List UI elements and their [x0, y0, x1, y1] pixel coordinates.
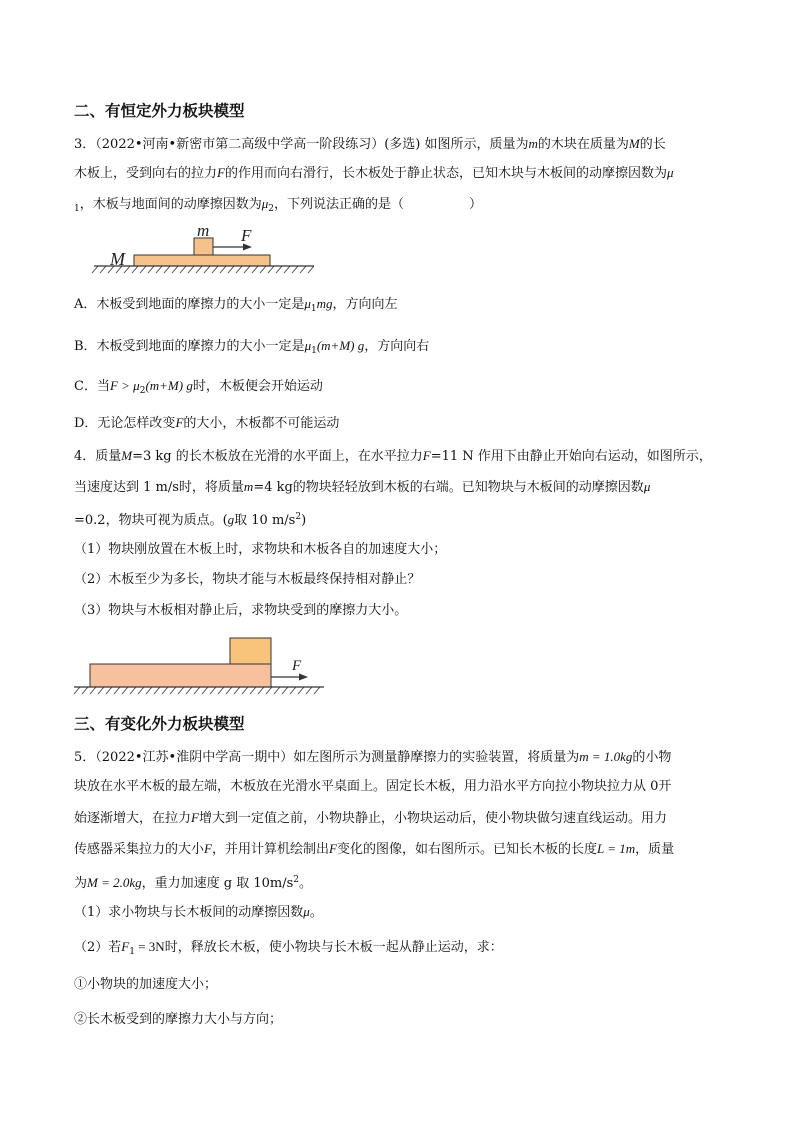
- q5-text: （2）若: [74, 940, 122, 955]
- q5-var-F1: F: [121, 939, 130, 954]
- q3-option-b-text: B．木板受到地面的摩擦力的大小一定是: [74, 339, 305, 354]
- q5-text: 。: [299, 876, 313, 891]
- q3-var-mu: μ: [666, 165, 674, 180]
- q3-text: 的作用而向右滑行，长木板处于静止状态，已知木块与木板间的动摩擦因数为: [224, 166, 667, 181]
- q3-option-d-F: F: [175, 415, 184, 430]
- q3-figure-hatching: [92, 266, 314, 273]
- q4-text: =0.2，物块可视为质点。(: [74, 513, 228, 528]
- q5-math-eq: = 3N: [134, 939, 165, 954]
- q3-option-b-math: (m+M) g: [316, 338, 365, 353]
- q4-line-1: [74, 446, 712, 467]
- q4-text: =4 kg的物块轻轻放到木板的右端。已知物块与木板间的动摩擦因数: [253, 480, 644, 495]
- q3-option-d-text: 的大小，木板都不可能运动: [183, 416, 340, 431]
- q5-math-m: m = 1.0kg: [579, 749, 633, 764]
- q4-figure: [70, 632, 330, 700]
- q5-text: 增大到一定值之前，小物块静止，小物块运动后，使小物块做匀速直线运动。用力: [198, 811, 667, 826]
- q3-figure: [90, 222, 320, 278]
- q3-text: 木板上，受到向右的拉力: [74, 166, 218, 181]
- q3-figure-label-F: F: [241, 226, 252, 245]
- q3-option-c-text: C．当: [74, 379, 110, 394]
- q3-option-a-text: ，方向向左: [332, 297, 398, 312]
- q4-figure-hatching: [74, 687, 320, 694]
- q4-line-2: [74, 477, 650, 498]
- q4-text: 取 10 m/s: [234, 513, 296, 528]
- q3-var-mu2: μ: [261, 196, 269, 211]
- q3-option-b-mu: μ: [304, 338, 312, 353]
- q5-var-mu: μ: [303, 904, 310, 919]
- q4-figure-block: [230, 638, 271, 664]
- q5-sup: 2: [293, 875, 300, 885]
- q5-sub-part-2: ②长木板受到的摩擦力大小与方向；: [74, 1012, 283, 1027]
- q5-text: ，并用计算机绘制出: [211, 842, 329, 857]
- q3-option-b: [74, 336, 429, 361]
- q4-text: ): [301, 513, 307, 528]
- q3-option-b-text: ，方向向右: [364, 339, 430, 354]
- q3-option-a-sub: 1: [310, 304, 317, 314]
- q5-text: ，重力加速度 g 取 10m/s: [141, 876, 294, 891]
- q5-text: 时，释放长木板，使小物块与长木板一起从静止运动，求：: [164, 940, 503, 955]
- q4-text: 4．质量: [74, 449, 122, 464]
- q4-text: 当速度达到 1 m/s时，将质量: [74, 480, 244, 495]
- q4-part-1: （1）物块刚放置在木板上时，求物块和木板各自的加速度大小；: [74, 542, 447, 557]
- q5-math-M: M = 2.0kg: [87, 875, 142, 890]
- q3-figure-label-M: M: [110, 249, 125, 269]
- q5-line-1: [74, 747, 671, 768]
- q5-text: 。: [309, 905, 323, 920]
- q4-text: =11 N 作用下由静止开始向右运动，如图所示，: [430, 449, 712, 464]
- q4-figure-arrowhead: [299, 674, 308, 681]
- q3-sub-1: 1: [74, 204, 80, 214]
- q3-option-d: [74, 413, 339, 434]
- q3-option-c-math: F > μ: [109, 378, 140, 393]
- q4-figure-label-F: F: [292, 658, 302, 674]
- q4-var-m: m: [243, 479, 254, 494]
- q3-option-c-text: 时，木板便会开始运动: [192, 379, 323, 394]
- section-two-title: 二、有恒定外力板块模型: [74, 102, 245, 120]
- q3-option-b-sub: 1: [311, 346, 317, 356]
- q3-text: ，木板与地面间的动摩擦因数为: [79, 197, 262, 212]
- q5-var-F: F: [328, 841, 337, 856]
- q3-text: ，下列说法正确的是（ ）: [274, 197, 483, 212]
- q5-text: ，质量: [635, 842, 675, 857]
- q3-option-c-math: (m+M) g: [145, 378, 193, 393]
- q3-figure-board: [134, 255, 270, 266]
- q5-text: （1）求小物块与长木板间的动摩擦因数: [74, 905, 304, 920]
- q5-text: 为: [74, 876, 88, 891]
- q3-figure-label-m: m: [197, 222, 210, 240]
- q5-math-L: L = 1m: [596, 841, 636, 856]
- q3-option-a-text: A．木板受到地面的摩擦力的大小一定是: [74, 297, 305, 312]
- q4-var-M: M: [121, 448, 133, 463]
- q3-option-a-math: mg: [316, 296, 333, 311]
- q3-var-M: M: [628, 136, 640, 151]
- q4-var-mu: μ: [643, 479, 651, 494]
- q3-option-d-text: D．无论怎样改变: [74, 416, 176, 431]
- q3-var-m: m: [528, 136, 538, 151]
- q4-var-F: F: [422, 448, 431, 463]
- q3-line-3: [74, 194, 482, 219]
- q3-var-F: F: [217, 165, 225, 180]
- q3-sub-2: 2: [268, 204, 275, 214]
- q5-text: 5．（2022•江苏•淮阴中学高一期中）如左图所示为测量静摩擦力的实验装置，将质量为: [74, 750, 580, 765]
- q3-line-1: [74, 134, 666, 155]
- q5-line-5: [74, 870, 312, 894]
- q5-line-3: [74, 808, 667, 829]
- q3-text: 的长: [639, 137, 666, 152]
- q5-line-2: 块放在水平木板的最左端，木板放在光滑水平桌面上。固定长木板，用力沿水平方向拉小物块拉力从 0开: [74, 779, 672, 794]
- q5-text: 传感器采集拉力的大小: [74, 842, 205, 857]
- q5-line-4: [74, 839, 674, 860]
- q3-text: 3．（2022•河南•新密市第二高级中学高一阶段练习）(多选) 如图所示，质量为: [74, 137, 529, 152]
- q4-part-3: （3）物块与木板相对静止后，求物块受到的摩擦力大小。: [74, 603, 408, 618]
- q5-part-2: [74, 937, 503, 962]
- q4-part-2: （2）木板至少为多长，物块才能与木板最终保持相对静止？: [74, 572, 421, 587]
- q5-text: 的小物: [632, 750, 672, 765]
- q5-part-1: [74, 902, 323, 923]
- q4-sup: 2: [295, 512, 302, 522]
- q5-text: 始逐渐增大，在拉力: [74, 811, 192, 826]
- q3-option-a: [74, 294, 398, 319]
- q5-text: 变化的图像，如右图所示。已知长木板的长度: [336, 842, 597, 857]
- q3-line-2: [74, 163, 674, 184]
- q3-option-a-mu: μ: [304, 296, 311, 311]
- q5-sub-part-1: ①小物块的加速度大小；: [74, 977, 218, 992]
- q3-text: 的木块在质量为: [537, 137, 629, 152]
- q4-line-3: [74, 507, 306, 531]
- q4-text: =3 kg 的长木板放在光滑的水平面上，在水平拉力: [132, 449, 423, 464]
- q4-var-g: g: [227, 512, 235, 527]
- q5-sub: 1: [129, 947, 135, 957]
- q3-figure-block: [194, 238, 213, 255]
- q5-var-F: F: [204, 841, 212, 856]
- q4-figure-board: [90, 664, 271, 687]
- q3-option-c-sub: 2: [139, 386, 146, 396]
- section-three-title: 三、有变化外力板块模型: [74, 715, 245, 733]
- q5-var-F: F: [191, 810, 199, 825]
- q3-option-c: [74, 376, 323, 401]
